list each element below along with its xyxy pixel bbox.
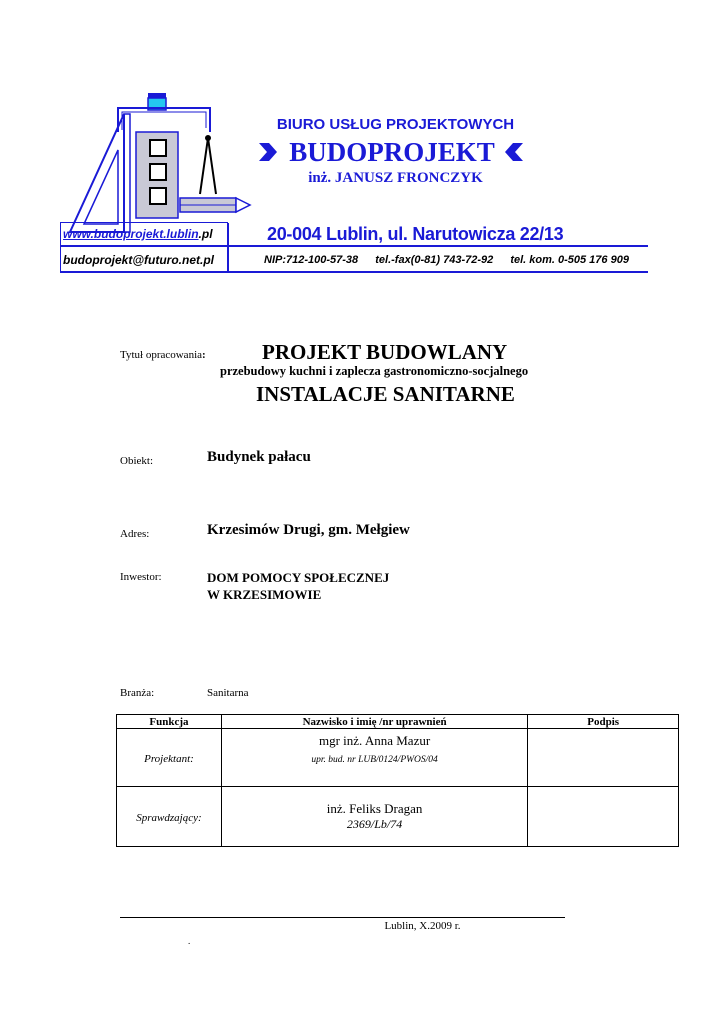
- table-header-row: [117, 715, 679, 729]
- header-rule-top: [60, 245, 648, 247]
- table-header-function: Funkcja: [117, 715, 222, 729]
- chevron-left-icon: [505, 143, 523, 161]
- company-owner: inż. JANUSZ FRONCZYK: [308, 170, 483, 186]
- investor-line-2: W KRZESIMOWIE: [207, 587, 322, 602]
- signatures-table: [116, 714, 679, 847]
- row-signature-cell: [528, 787, 679, 847]
- document-title: PROJEKT BUDOWLANY: [262, 340, 508, 364]
- company-email[interactable]: budoprojekt@futuro.net.pl: [63, 253, 215, 267]
- investor-line-1: DOM POMOCY SPOŁECZNEJ: [207, 570, 390, 585]
- address-label: Adres:: [120, 528, 150, 540]
- header-rule-divider: [227, 223, 229, 273]
- object-value: Budynek pałacu: [207, 449, 311, 465]
- table-row: [117, 787, 679, 847]
- header-rule-left-edge: [60, 222, 61, 273]
- row-name-cell: [221, 787, 527, 847]
- row-name-cell: [221, 729, 527, 787]
- tel-fax: tel.-fax(0-81) 743-72-92: [375, 254, 494, 266]
- row-person-name: mgr inż. Anna Mazur: [318, 733, 431, 748]
- branch-label: Branża:: [120, 687, 155, 699]
- header-rule-left: [60, 222, 228, 223]
- row-role: Projektant:: [144, 752, 194, 765]
- company-name: BIURO USŁUG PROJEKTOWYCH: [276, 116, 515, 133]
- branch-value: Sanitarna: [207, 687, 249, 699]
- footer-place-date: Lublin, X.2009 r.: [384, 920, 461, 932]
- title-label: Tytuł opracowania:: [120, 349, 206, 361]
- address-value: Krzesimów Drugi, gm. Mełgiew: [207, 522, 410, 538]
- tel-mobile: tel. kom. 0-505 176 909: [510, 254, 629, 266]
- company-logo: [60, 92, 260, 242]
- document-subtitle: przebudowy kuchni i zaplecza gastronomiczno-socjalnego: [220, 364, 529, 378]
- company-brand: [257, 137, 527, 167]
- brand-name: BUDOPROJEKT: [289, 137, 495, 167]
- row-permit: upr. bud. nr LUB/0124/PWOS/04: [311, 755, 438, 765]
- row-role: Sprawdzający:: [136, 811, 202, 824]
- row-signature-cell: [528, 729, 679, 787]
- footer-dot: .: [188, 936, 191, 946]
- row-role-cell: [117, 729, 222, 787]
- nip-number: NIP:712-100-57-38: [264, 254, 359, 266]
- table-header-signature: Podpis: [528, 715, 679, 729]
- website-link[interactable]: www.budoprojekt.lublin.pl: [63, 227, 213, 241]
- row-permit: 2369/Lb/74: [346, 817, 403, 831]
- table-row: [117, 729, 679, 787]
- investor-value: [207, 569, 389, 603]
- row-role-cell: [117, 787, 222, 847]
- footer-rule: [120, 917, 565, 918]
- investor-label: Inwestor:: [120, 571, 162, 583]
- header-rule-bottom: [60, 271, 648, 273]
- table-header-name: Nazwisko i imię /nr uprawnień: [221, 715, 527, 729]
- object-label: Obiekt:: [120, 455, 153, 467]
- row-person-name: inż. Feliks Dragan: [326, 801, 423, 816]
- document-title-2: INSTALACJE SANITARNE: [256, 382, 515, 406]
- company-address: 20-004 Lublin, ul. Narutowicza 22/13: [267, 224, 564, 244]
- company-contacts: [264, 254, 643, 266]
